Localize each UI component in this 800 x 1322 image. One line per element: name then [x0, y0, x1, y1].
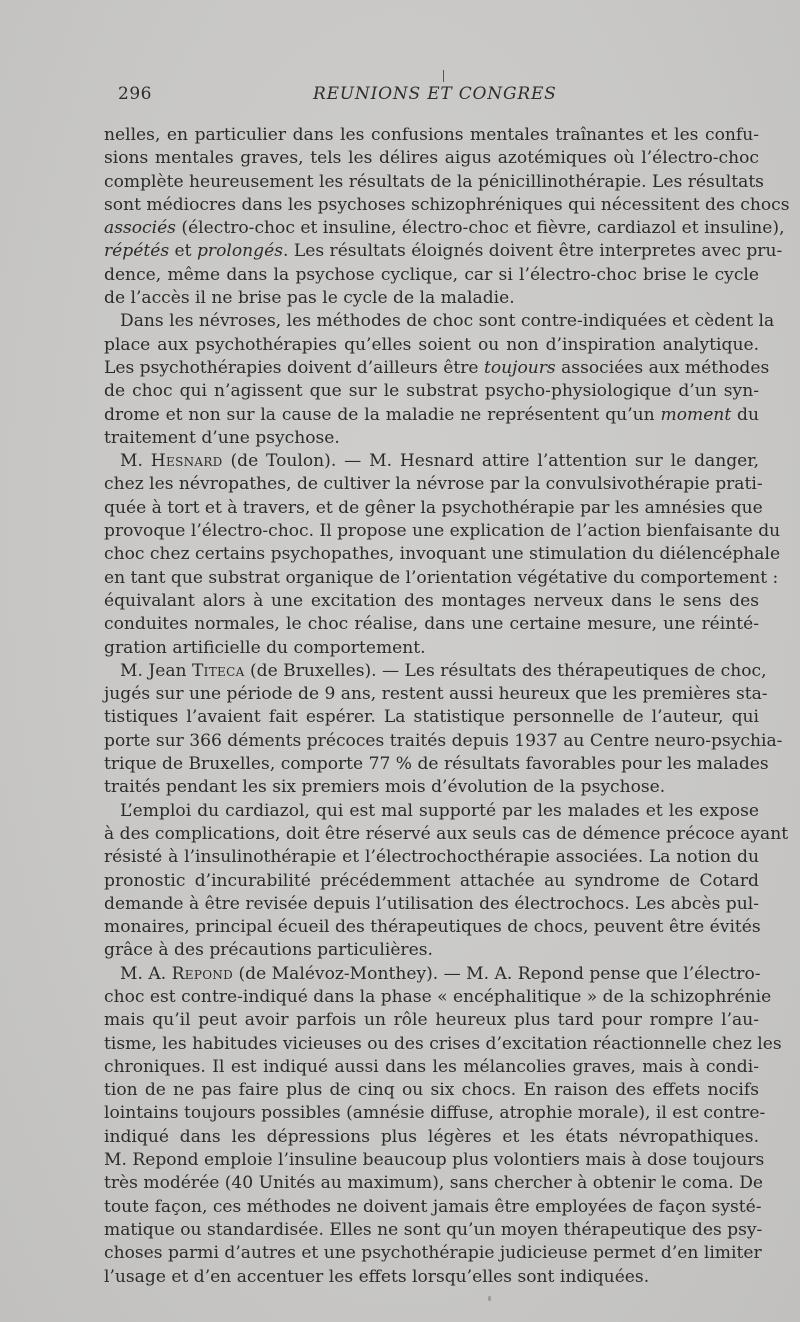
- text-line: matique ou standardisée. Elles ne sont qu’un moyen thérapeutique des psy-: [104, 1219, 763, 1240]
- text-line: drome et non sur la cause de la maladie ne représentent qu’un moment du: [104, 404, 759, 425]
- text-line: mais qu’il peut avoir parfois un rôle heureux plus tard pour rompre l’au-: [104, 1010, 759, 1031]
- text-line: quée à tort et à travers, et de gêner la psychothérapie par les amnésies que: [104, 497, 763, 518]
- text-line: de choc qui n’agissent que sur le substrat psycho-physiologique d’un syn-: [104, 381, 759, 402]
- text-line: gration artificielle du comportement.: [104, 637, 426, 658]
- text-line: l’usage et d’en accentuer les effets lorsqu’elles sont indiquées.: [104, 1266, 650, 1287]
- italic-term: associés: [104, 218, 176, 239]
- text-line: nelles, en particulier dans les confusions mentales traînantes et les confu-: [104, 125, 759, 145]
- running-head: [118, 84, 763, 108]
- text-line: trique de Bruxelles, comporte 77 % de résultats favorables pour les malades: [104, 754, 769, 775]
- italic-term: répétés: [104, 241, 170, 262]
- text-line: très modérée (40 Unités au maximum), sans chercher à obtenir le coma. De: [104, 1173, 764, 1194]
- text-line: Les psychothérapies doivent d’ailleurs être toujours associées aux méthodes: [104, 357, 770, 378]
- text-line: complète heureusement les résultats de la pénicillinothérapie. Les résultats: [104, 171, 764, 192]
- italic-term: prolongés: [196, 241, 283, 262]
- header-mark: [443, 70, 444, 82]
- speaker-name: Titeca: [191, 660, 245, 681]
- text-line: grâce à des précautions particulières.: [104, 940, 433, 961]
- text-line: choc chez certains psychopathes, invoquant une stimulation du diélencéphale: [104, 544, 781, 565]
- text-line: Dans les névroses, les méthodes de choc sont contre-indiquées et cèdent la: [120, 311, 775, 332]
- text-line: conduites normales, le choc réalise, dans une certaine mesure, une réinté-: [104, 614, 759, 635]
- text-line: résisté à l’insulinothérapie et l’électrochocthérapie associées. La notion du: [104, 847, 759, 868]
- text-line: en tant que substrat organique de l’orientation végétative du comportement :: [104, 567, 779, 588]
- paper-speck: [488, 1296, 491, 1301]
- text-line: choses parmi d’autres et une psychothérapie judicieuse permet d’en limiter: [104, 1243, 762, 1264]
- speaker-name: Repond: [171, 963, 234, 984]
- text-line: place aux psychothérapies qu’elles soient ou non d’inspiration analytique.: [104, 334, 759, 355]
- text-line: chroniques. Il est indiqué aussi dans les mélancolies graves, mais à condi-: [104, 1056, 759, 1077]
- text-line: porte sur 366 déments précoces traités depuis 1937 au Centre neuro-psychia-: [104, 730, 783, 751]
- text-line: sions mentales graves, tels les délires aigus azotémiques où l’électro-choc: [104, 148, 759, 169]
- text-line: provoque l’électro-choc. Il propose une explication de l’action bienfaisante du: [104, 521, 781, 542]
- text-line: M. Repond emploie l’insuline beaucoup plus volontiers mais à dose toujours: [104, 1150, 765, 1171]
- text-line: de l’accès il ne brise pas le cycle de la maladie.: [104, 288, 515, 309]
- text-line: choc est contre-indiqué dans la phase « encéphalitique » de la schizophrénie: [104, 986, 772, 1007]
- text-line: tion de ne pas faire plus de cinq ou six chocs. En raison des effets nocifs: [104, 1080, 759, 1101]
- speaker-name: Hesnard: [150, 451, 223, 472]
- text-line: indiqué dans les dépressions plus légères et les états névropathiques.: [104, 1126, 759, 1147]
- text-line: dence, même dans la psychose cyclique, car si l’électro-choc brise le cycle: [104, 264, 759, 285]
- text-line: chez les névropathes, de cultiver la névrose par la convulsivothérapie prati-: [104, 474, 763, 495]
- text-line: demande à être revisée depuis l’utilisation des électrochocs. Les abcès pul-: [104, 893, 759, 914]
- text-line: répétés et prolongés. Les résultats éloignés doivent être interpretes avec pru-: [104, 241, 783, 262]
- text-line: sont médiocres dans les psychoses schizophréniques qui nécessitent des chocs: [104, 194, 790, 215]
- text-line: M. Hesnard (de Toulon). — M. Hesnard attire l’attention sur le danger,: [120, 451, 759, 472]
- text-line: tistiques l’avaient fait espérer. La statistique personnelle de l’auteur, qui: [104, 707, 759, 728]
- text-line: L’emploi du cardiazol, qui est mal supporté par les malades et les expose: [120, 800, 759, 821]
- italic-term: moment: [660, 404, 732, 425]
- page-header-title: REUNIONS ET CONGRES: [313, 84, 557, 104]
- text-line: tisme, les habitudes vicieuses ou des crises d’excitation réactionnelle chez les: [104, 1033, 782, 1054]
- text-line: jugés sur une période de 9 ans, restent aussi heureux que les premières sta-: [104, 684, 768, 705]
- text-line: à des complications, doit être réservé aux seuls cas de démence précoce ayant: [104, 823, 789, 844]
- text-line: traités pendant les six premiers mois d’évolution de la psychose.: [104, 777, 666, 798]
- text-line: monaires, principal écueil des thérapeutiques de chocs, peuvent être évités: [104, 917, 761, 938]
- text-line: M. A. Repond (de Malévoz-Monthey). — M. A. Repond pense que l’électro-: [120, 963, 761, 984]
- text-line: pronostic d’incurabilité précédemment attachée au syndrome de Cotard: [104, 870, 759, 891]
- text-line: équivalant alors à une excitation des montages nerveux dans le sens des: [104, 590, 759, 611]
- text-line: traitement d’une psychose.: [104, 427, 340, 448]
- text-line: associés (électro-choc et insuline, électro-choc et fièvre, cardiazol et insuline),: [104, 218, 785, 239]
- text-line: lointains toujours possibles (amnésie diffuse, atrophie morale), il est contre-: [104, 1103, 766, 1124]
- body-text: [104, 124, 790, 1289]
- italic-term: toujours: [483, 357, 556, 378]
- page-number: 296: [118, 84, 152, 104]
- text-line: M. Jean Titeca (de Bruxelles). — Les résultats des thérapeutiques de choc,: [120, 660, 767, 681]
- text-line: toute façon, ces méthodes ne doivent jamais être employées de façon systé-: [104, 1196, 762, 1217]
